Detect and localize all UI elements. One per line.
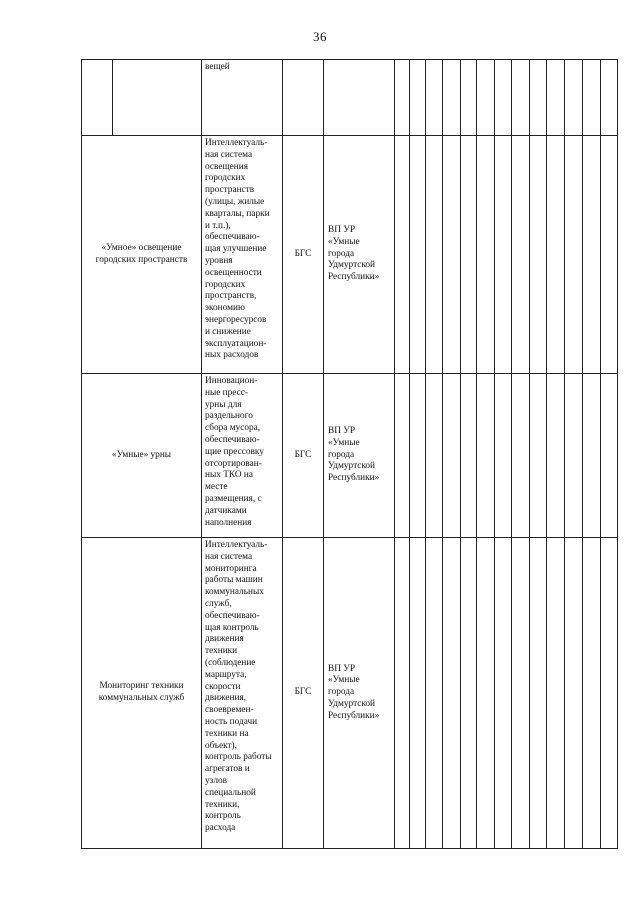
- value-cell: [512, 538, 530, 849]
- value-cell: [477, 136, 495, 374]
- value-cell: [583, 136, 601, 374]
- value-cell: [547, 538, 565, 849]
- value-cell: [495, 136, 512, 374]
- value-cell: [601, 374, 618, 538]
- value-cell: [395, 538, 410, 849]
- page-number: 36: [313, 29, 327, 44]
- value-cell: [565, 374, 583, 538]
- value-cell: [426, 538, 443, 849]
- description-cell: Интеллектуаль- ная система освещения городских пространств (улицы, жилые кварталы, парки и т.п.), обеспечиваю- щая улучшение уровня освещенности городских пространств, экономию энергоресурсов и снижение эксплуатацион- ных расходов: [202, 136, 283, 374]
- table-row: [82, 60, 618, 136]
- value-cell: [512, 136, 530, 374]
- table-row: [82, 136, 618, 374]
- value-cell: [547, 136, 565, 374]
- source-cell: БГС: [283, 538, 324, 849]
- value-cell: [426, 374, 443, 538]
- value-cell: [530, 538, 547, 849]
- source-cell: БГС: [283, 136, 324, 374]
- value-cell: [583, 374, 601, 538]
- value-cell: [495, 374, 512, 538]
- value-cell: [395, 374, 410, 538]
- value-cell: [410, 60, 426, 136]
- value-cell: [512, 374, 530, 538]
- blank-cell: [82, 60, 113, 136]
- value-cell: [565, 60, 583, 136]
- value-cell: [443, 374, 461, 538]
- program-cell: ВП УР «Умные города Удмуртской Республики»: [324, 538, 395, 849]
- value-cell: [583, 60, 601, 136]
- source-cell: [283, 60, 324, 136]
- description-cell: Инновацион- ные пресс- урны для раздельного сбора мусора, обеспечиваю- щие прессовку отсортирован- ных ТКО на месте размещения, с датчиками наполнения: [202, 374, 283, 538]
- program-cell: ВП УР «Умные города Удмуртской Республики»: [324, 136, 395, 374]
- value-cell: [530, 136, 547, 374]
- value-cell: [395, 60, 410, 136]
- source-cell: БГС: [283, 374, 324, 538]
- value-cell: [512, 60, 530, 136]
- value-cell: [461, 136, 477, 374]
- value-cell: [530, 374, 547, 538]
- value-cell: [495, 538, 512, 849]
- program-cell: ВП УР «Умные города Удмуртской Республики»: [324, 374, 395, 538]
- value-cell: [565, 538, 583, 849]
- value-cell: [601, 136, 618, 374]
- value-cell: [601, 538, 618, 849]
- value-cell: [461, 60, 477, 136]
- measure-name-cell: Мониторинг техники коммунальных служб: [82, 538, 202, 849]
- program-cell: [324, 60, 395, 136]
- value-cell: [495, 60, 512, 136]
- value-cell: [410, 538, 426, 849]
- blank-cell: [113, 60, 202, 136]
- description-cell: вещей: [202, 60, 283, 136]
- value-cell: [583, 538, 601, 849]
- value-cell: [410, 136, 426, 374]
- value-cell: [477, 374, 495, 538]
- measure-name-cell: «Умные» урны: [82, 374, 202, 538]
- value-cell: [443, 60, 461, 136]
- measure-name-cell: «Умное» освещение городских пространств: [82, 136, 202, 374]
- measures-table: [81, 59, 618, 849]
- value-cell: [477, 60, 495, 136]
- value-cell: [426, 60, 443, 136]
- value-cell: [426, 136, 443, 374]
- value-cell: [565, 136, 583, 374]
- value-cell: [477, 538, 495, 849]
- description-cell: Интеллектуаль- ная система мониторинга работы машин коммунальных служб, обеспечиваю- щая контроль движения техники (соблюдение маршрута, скорости движения, своевремен- ность подачи техники на объект), контроль работы агрегатов и узлов специальной техники, контроль расхода: [202, 538, 283, 849]
- table-row: [82, 538, 618, 849]
- value-cell: [395, 136, 410, 374]
- table-row: [82, 374, 618, 538]
- value-cell: [530, 60, 547, 136]
- value-cell: [443, 136, 461, 374]
- value-cell: [547, 60, 565, 136]
- value-cell: [601, 60, 618, 136]
- value-cell: [461, 538, 477, 849]
- value-cell: [461, 374, 477, 538]
- value-cell: [547, 374, 565, 538]
- value-cell: [410, 374, 426, 538]
- value-cell: [443, 538, 461, 849]
